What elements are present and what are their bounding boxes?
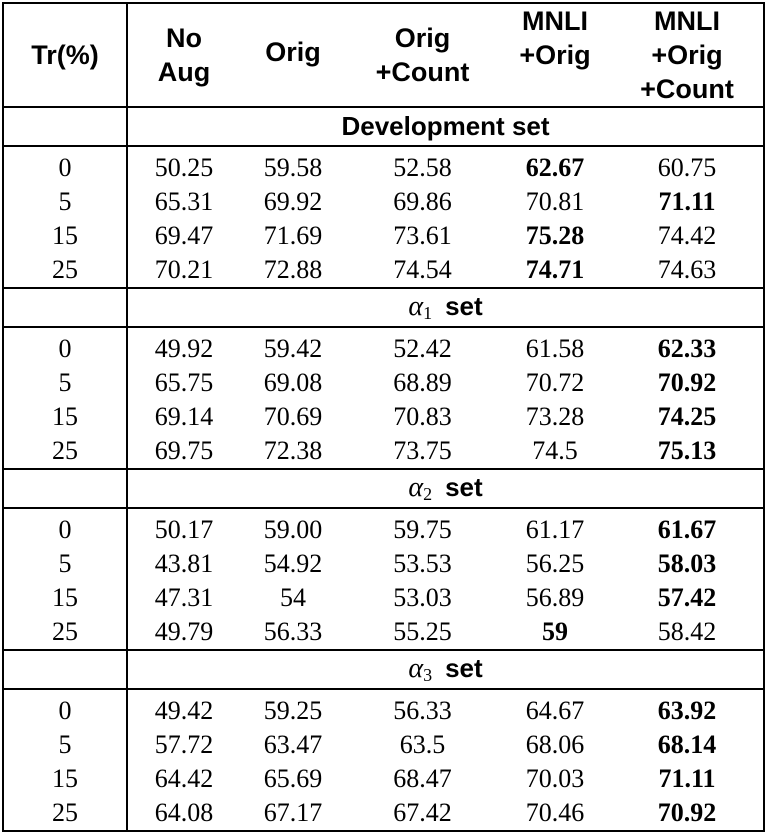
cell-value: 75.28 bbox=[525, 221, 585, 250]
cell-value: 73.28 bbox=[525, 402, 585, 431]
cell-tr: 15 bbox=[3, 762, 127, 796]
section-title-subscript: 2 bbox=[423, 484, 433, 504]
section-title-alpha: α bbox=[408, 291, 424, 322]
table-row bbox=[3, 327, 764, 366]
cell-value: 70.03 bbox=[525, 764, 585, 793]
cell-value: 59.75 bbox=[393, 515, 452, 544]
cell-value: 54.92 bbox=[263, 549, 323, 578]
cell-value: 62.67 bbox=[525, 153, 585, 182]
cell-value: 74.54 bbox=[393, 255, 452, 284]
cell-value: 65.31 bbox=[127, 185, 240, 219]
header-orig-count: Orig +Count bbox=[346, 3, 499, 107]
section-title-text: Development set bbox=[341, 111, 550, 141]
cell-value: 56.89 bbox=[525, 583, 585, 612]
cell-value: 72.88 bbox=[263, 255, 323, 284]
cell-tr: 5 bbox=[3, 547, 127, 581]
cell-value: 64.08 bbox=[127, 796, 240, 831]
cell-value: 59.25 bbox=[263, 696, 323, 725]
table-row bbox=[3, 581, 764, 615]
cell-value: 71.11 bbox=[611, 185, 764, 219]
cell-value: 56.33 bbox=[393, 696, 452, 725]
header-orig: Orig bbox=[240, 3, 346, 107]
cell-value: 70.92 bbox=[611, 366, 764, 400]
cell-value: 70.81 bbox=[525, 187, 585, 216]
section-header-row bbox=[3, 288, 764, 327]
section-title-rest: set bbox=[445, 291, 483, 321]
cell-value: 69.92 bbox=[263, 187, 323, 216]
cell-value: 69.86 bbox=[393, 187, 452, 216]
cell-value: 52.58 bbox=[393, 153, 452, 182]
cell-value: 54 bbox=[280, 583, 306, 612]
cell-value: 74.42 bbox=[611, 219, 764, 253]
section-title-subscript: 1 bbox=[423, 303, 433, 323]
cell-value: 69.75 bbox=[127, 434, 240, 469]
results-body bbox=[3, 107, 764, 831]
cell-tr: 5 bbox=[3, 728, 127, 762]
cell-value: 68.06 bbox=[525, 730, 585, 759]
cell-value: 53.03 bbox=[393, 583, 452, 612]
cell-value: 58.03 bbox=[611, 547, 764, 581]
cell-tr: 5 bbox=[3, 185, 127, 219]
cell-value: 71.11 bbox=[611, 762, 764, 796]
cell-value: 74.5 bbox=[532, 436, 578, 465]
cell-value: 58.42 bbox=[611, 615, 764, 650]
table-row bbox=[3, 434, 764, 469]
cell-value: 49.79 bbox=[127, 615, 240, 650]
section-header-row bbox=[3, 650, 764, 689]
section-blank-cell bbox=[3, 650, 127, 689]
table-row bbox=[3, 219, 764, 253]
table-row bbox=[3, 615, 764, 650]
cell-value: 57.72 bbox=[127, 728, 240, 762]
section-title-rest: set bbox=[445, 653, 483, 683]
cell-value: 70.92 bbox=[611, 796, 764, 831]
cell-value: 56.25 bbox=[525, 549, 585, 578]
cell-tr: 15 bbox=[3, 581, 127, 615]
cell-tr: 15 bbox=[3, 400, 127, 434]
cell-value: 59.00 bbox=[263, 515, 323, 544]
header-mnli-orig-count: MNLI +Orig +Count bbox=[611, 3, 764, 107]
cell-value: 75.13 bbox=[611, 434, 764, 469]
cell-value: 61.17 bbox=[525, 515, 585, 544]
table-row bbox=[3, 146, 764, 185]
cell-value: 69.08 bbox=[263, 368, 323, 397]
cell-value: 50.25 bbox=[127, 146, 240, 185]
section-blank-cell bbox=[3, 107, 127, 146]
cell-value: 53.53 bbox=[393, 549, 452, 578]
cell-tr: 5 bbox=[3, 366, 127, 400]
table-row bbox=[3, 185, 764, 219]
cell-value: 59 bbox=[542, 617, 568, 646]
cell-tr: 25 bbox=[3, 253, 127, 288]
section-title-alpha: α bbox=[408, 653, 424, 684]
results-table bbox=[2, 2, 765, 832]
section-header-row bbox=[3, 469, 764, 508]
cell-value: 63.92 bbox=[611, 689, 764, 728]
section-title bbox=[127, 107, 764, 146]
cell-value: 70.69 bbox=[263, 402, 323, 431]
cell-value: 69.47 bbox=[127, 219, 240, 253]
cell-value: 73.75 bbox=[393, 436, 452, 465]
cell-value: 47.31 bbox=[127, 581, 240, 615]
cell-tr: 25 bbox=[3, 615, 127, 650]
cell-value: 68.89 bbox=[393, 368, 452, 397]
section-title-alpha: α bbox=[408, 472, 424, 503]
table-row bbox=[3, 762, 764, 796]
cell-tr: 0 bbox=[3, 146, 127, 185]
cell-value: 59.42 bbox=[263, 334, 323, 363]
cell-value: 62.33 bbox=[611, 327, 764, 366]
cell-tr: 0 bbox=[3, 327, 127, 366]
cell-value: 59.58 bbox=[263, 153, 323, 182]
cell-tr: 25 bbox=[3, 434, 127, 469]
cell-tr: 0 bbox=[3, 508, 127, 547]
cell-value: 57.42 bbox=[611, 581, 764, 615]
section-title bbox=[127, 469, 764, 508]
cell-value: 67.17 bbox=[240, 796, 346, 831]
cell-value: 56.33 bbox=[263, 617, 323, 646]
table-row bbox=[3, 253, 764, 288]
cell-value: 74.63 bbox=[611, 253, 764, 288]
cell-value: 70.46 bbox=[499, 796, 611, 831]
header-no-aug: No Aug bbox=[127, 3, 240, 107]
cell-value: 55.25 bbox=[393, 617, 452, 646]
cell-value: 70.72 bbox=[525, 368, 585, 397]
cell-value: 68.14 bbox=[611, 728, 764, 762]
table-row bbox=[3, 689, 764, 728]
table-row bbox=[3, 366, 764, 400]
cell-value: 64.42 bbox=[127, 762, 240, 796]
cell-value: 72.38 bbox=[263, 436, 323, 465]
cell-tr: 15 bbox=[3, 219, 127, 253]
cell-value: 43.81 bbox=[127, 547, 240, 581]
cell-value: 65.69 bbox=[263, 764, 323, 793]
cell-value: 68.47 bbox=[393, 764, 452, 793]
cell-value: 61.58 bbox=[525, 334, 585, 363]
cell-value: 74.25 bbox=[611, 400, 764, 434]
cell-value: 67.42 bbox=[346, 796, 499, 831]
section-title bbox=[127, 288, 764, 327]
cell-value: 49.92 bbox=[127, 327, 240, 366]
cell-value: 63.5 bbox=[399, 730, 446, 759]
header-tr: Tr(%) bbox=[3, 3, 127, 107]
cell-value: 70.83 bbox=[393, 402, 452, 431]
cell-value: 65.75 bbox=[127, 366, 240, 400]
section-title-subscript: 3 bbox=[423, 665, 433, 685]
cell-value: 74.71 bbox=[525, 255, 585, 284]
table-row bbox=[3, 547, 764, 581]
section-blank-cell bbox=[3, 288, 127, 327]
table-row bbox=[3, 796, 764, 831]
cell-value: 64.67 bbox=[525, 696, 585, 725]
cell-value: 60.75 bbox=[611, 146, 764, 185]
cell-value: 70.21 bbox=[127, 253, 240, 288]
cell-value: 49.42 bbox=[127, 689, 240, 728]
cell-value: 71.69 bbox=[263, 221, 323, 250]
cell-value: 63.47 bbox=[263, 730, 323, 759]
section-blank-cell bbox=[3, 469, 127, 508]
cell-value: 52.42 bbox=[393, 334, 452, 363]
table-row bbox=[3, 508, 764, 547]
section-header-row bbox=[3, 107, 764, 146]
cell-value: 61.67 bbox=[611, 508, 764, 547]
table-row bbox=[3, 400, 764, 434]
table-row bbox=[3, 728, 764, 762]
cell-value: 69.14 bbox=[127, 400, 240, 434]
cell-tr: 0 bbox=[3, 689, 127, 728]
cell-value: 50.17 bbox=[127, 508, 240, 547]
section-title-rest: set bbox=[445, 472, 483, 502]
section-title bbox=[127, 650, 764, 689]
cell-tr: 25 bbox=[3, 796, 127, 831]
header-mnli-orig: MNLI +Orig bbox=[499, 3, 611, 107]
cell-value: 73.61 bbox=[393, 221, 452, 250]
